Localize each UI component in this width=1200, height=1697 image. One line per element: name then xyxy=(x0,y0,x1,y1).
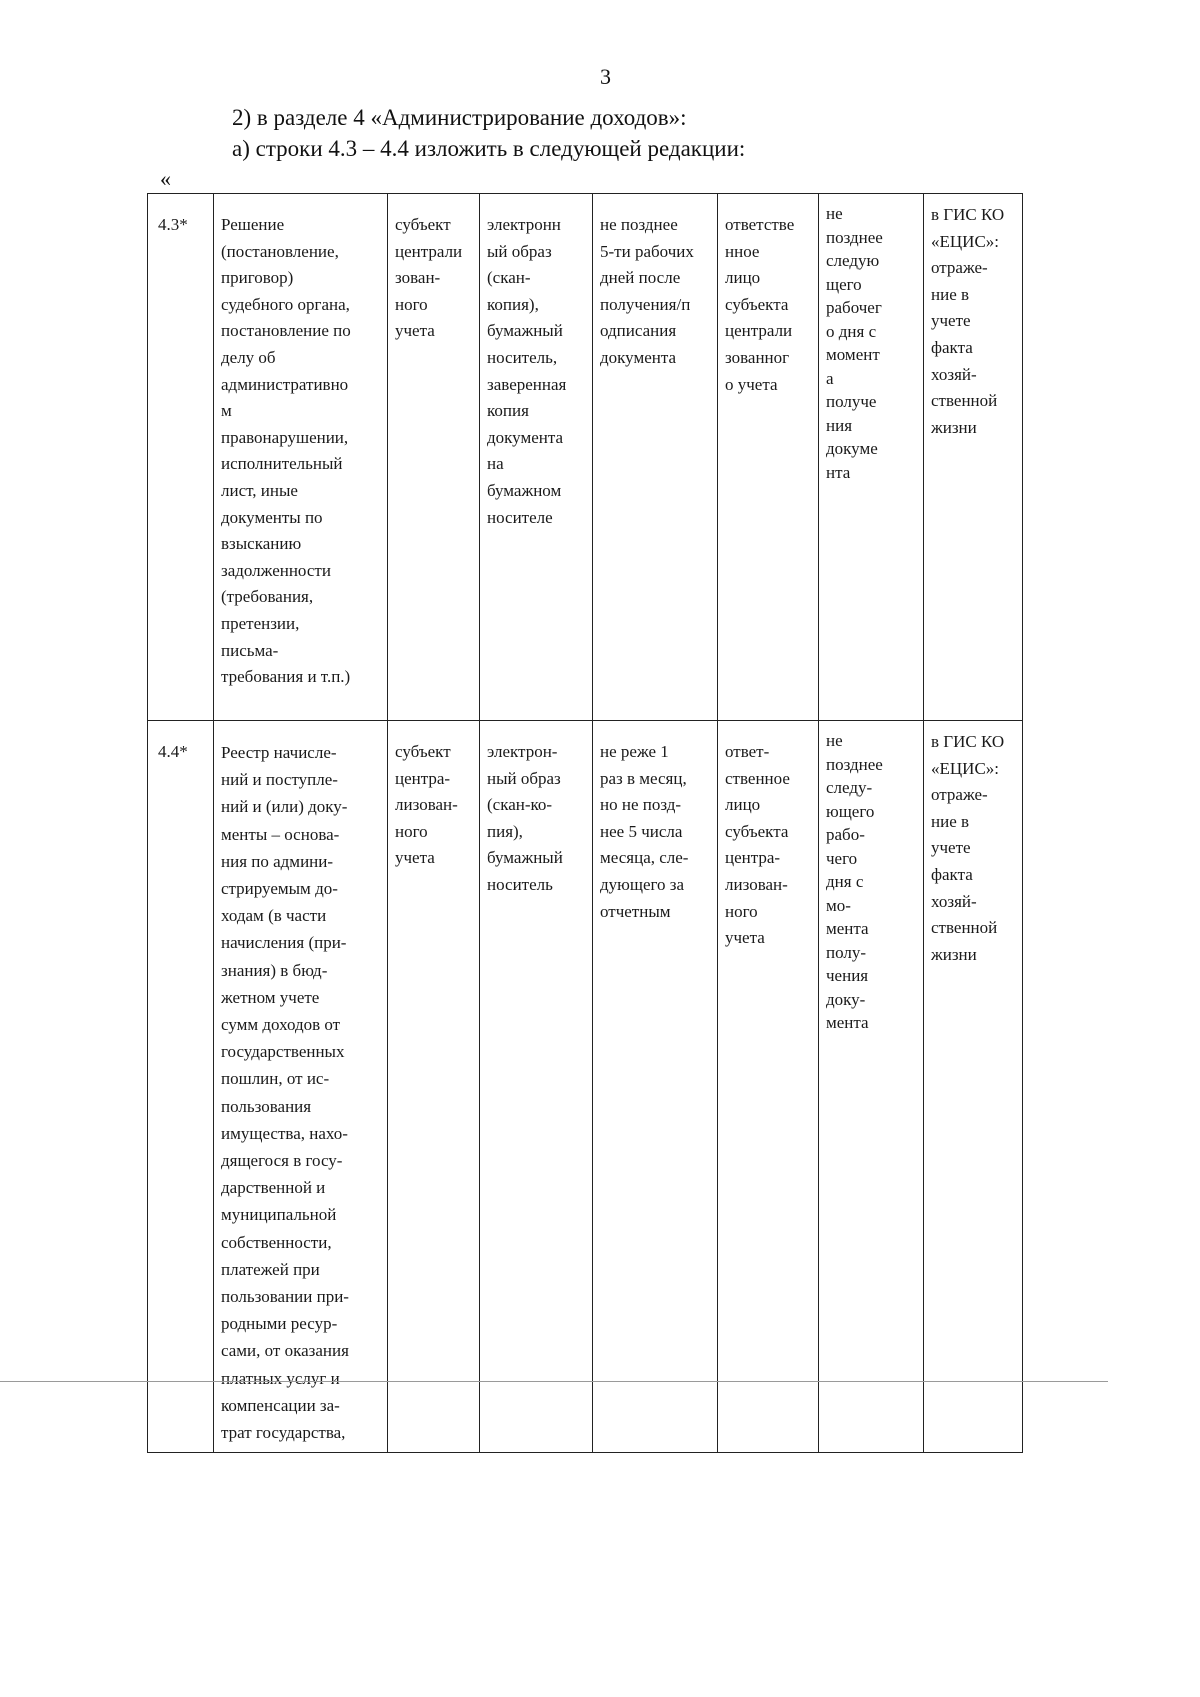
heading-line-1: 2) в разделе 4 «Администрирование доходов»: xyxy=(232,105,687,130)
gis-reflection-cell: в ГИС КО «ЕЦИС»: отраже- ние в учете факта хозяй- ственной жизни xyxy=(924,721,1023,1453)
submission-term-cell: не реже 1 раз в месяц, но не позд- нее 5 числа месяца, сле- дующего за отчетным xyxy=(593,721,718,1453)
table-row-4-3 xyxy=(148,194,1023,721)
page-number: 3 xyxy=(600,64,611,89)
submission-term-cell: не позднее 5-ти рабочих дней после получения/п одписания документа xyxy=(593,194,718,721)
scan-edge-line xyxy=(0,1381,1108,1382)
income-administration-table xyxy=(147,193,1023,1453)
document-form-cell: электронн ый образ (скан- копия), бумажный носитель, заверенная копия документа на бумажном носителе xyxy=(480,194,593,721)
processing-deadline-cell: не позднее следую щего рабочег о дня с момент а получе ния докуме нта xyxy=(819,194,924,721)
gis-reflection-cell: в ГИС КО «ЕЦИС»: отраже- ние в учете факта хозяй- ственной жизни xyxy=(924,194,1023,721)
row-number-cell: 4.4* xyxy=(148,721,214,1453)
document-description-cell: Решение (постановление, приговор) судебного органа, постановление по делу об административно м правонарушении, исполнительный лист, иные документы по взысканию задолженности (требования, претензии, письма- требования и т.п.) xyxy=(214,194,388,721)
processing-deadline-cell: не позднее следу- ющего рабо- чего дня с мо- мента полу- чения доку- мента xyxy=(819,721,924,1453)
opening-quote-mark: « xyxy=(160,166,171,191)
document-form-cell: электрон- ный образ (скан-ко- пия), бумажный носитель xyxy=(480,721,593,1453)
row-number-cell: 4.3* xyxy=(148,194,214,721)
subject-cell: субъект централи зован- ного учета xyxy=(388,194,480,721)
responsible-person-cell: ответ- ственное лицо субъекта центра- лизован- ного учета xyxy=(718,721,819,1453)
heading-line-2: а) строки 4.3 – 4.4 изложить в следующей редакции: xyxy=(232,136,746,161)
table-row-4-4 xyxy=(148,721,1023,1453)
document-description-cell: Реестр начисле- ний и поступле- ний и (или) доку- менты – основа- ния по админи- стрируемым до- ходам (в части начисления (при- знания) в бюд- жетном учете сумм доходов от государственных пошлин, от ис- пользования имущества, нахо- дящегося в госу- дарственной и муниципальной собственности, платежей при пользовании при- родными ресур- сами, от оказания платных услуг и компенсации за- трат государства, xyxy=(214,721,388,1453)
subject-cell: субъект центра- лизован- ного учета xyxy=(388,721,480,1453)
responsible-person-cell: ответстве нное лицо субъекта централи зованног о учета xyxy=(718,194,819,721)
